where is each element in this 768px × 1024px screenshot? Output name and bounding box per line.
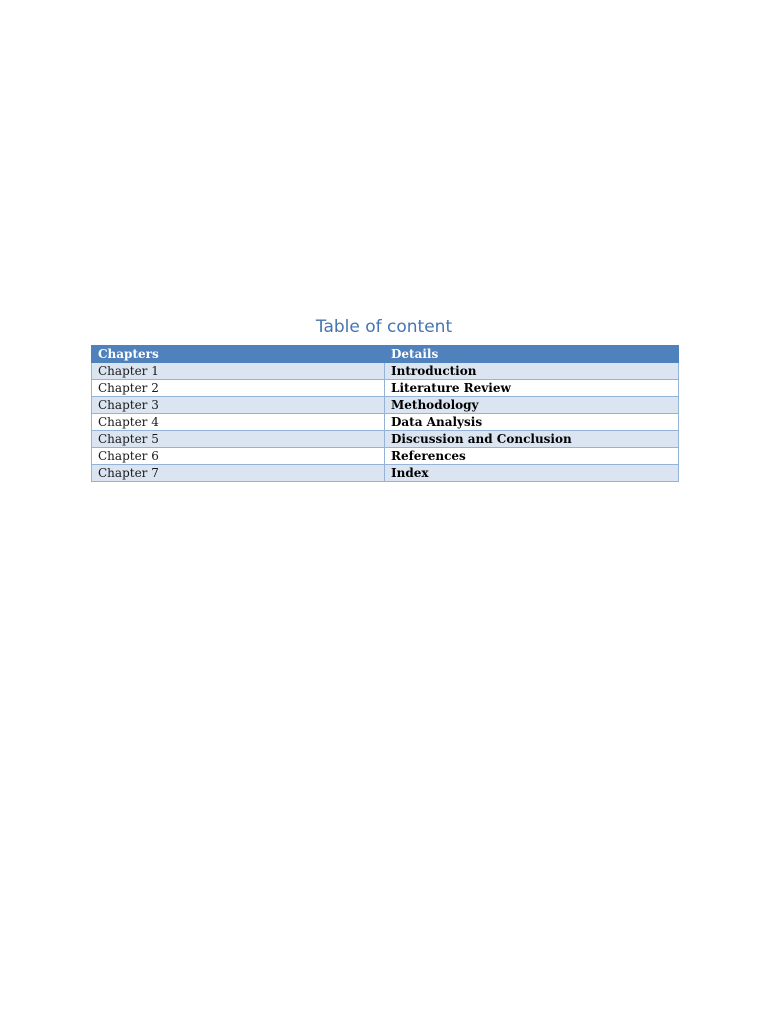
table-header-row xyxy=(92,346,679,363)
detail-cell: Data Analysis xyxy=(385,414,679,431)
chapter-cell: Chapter 4 xyxy=(92,414,385,431)
detail-cell: Methodology xyxy=(385,397,679,414)
table-row xyxy=(92,380,679,397)
page-title: Table of content xyxy=(315,317,453,337)
chapter-cell: Chapter 2 xyxy=(92,380,385,397)
column-header-details: Details xyxy=(385,346,679,363)
chapter-cell: Chapter 1 xyxy=(92,363,385,380)
toc-table xyxy=(91,345,679,482)
column-header-chapters: Chapters xyxy=(92,346,385,363)
chapter-cell: Chapter 6 xyxy=(92,448,385,465)
detail-cell: References xyxy=(385,448,679,465)
chapter-cell: Chapter 5 xyxy=(92,431,385,448)
chapter-cell: Chapter 3 xyxy=(92,397,385,414)
detail-cell: Index xyxy=(385,465,679,482)
table-row xyxy=(92,397,679,414)
detail-cell: Literature Review xyxy=(385,380,679,397)
table-row xyxy=(92,465,679,482)
detail-cell: Discussion and Conclusion xyxy=(385,431,679,448)
table-row xyxy=(92,431,679,448)
chapter-cell: Chapter 7 xyxy=(92,465,385,482)
table-row xyxy=(92,448,679,465)
table-row xyxy=(92,414,679,431)
table-row xyxy=(92,363,679,380)
detail-cell: Introduction xyxy=(385,363,679,380)
